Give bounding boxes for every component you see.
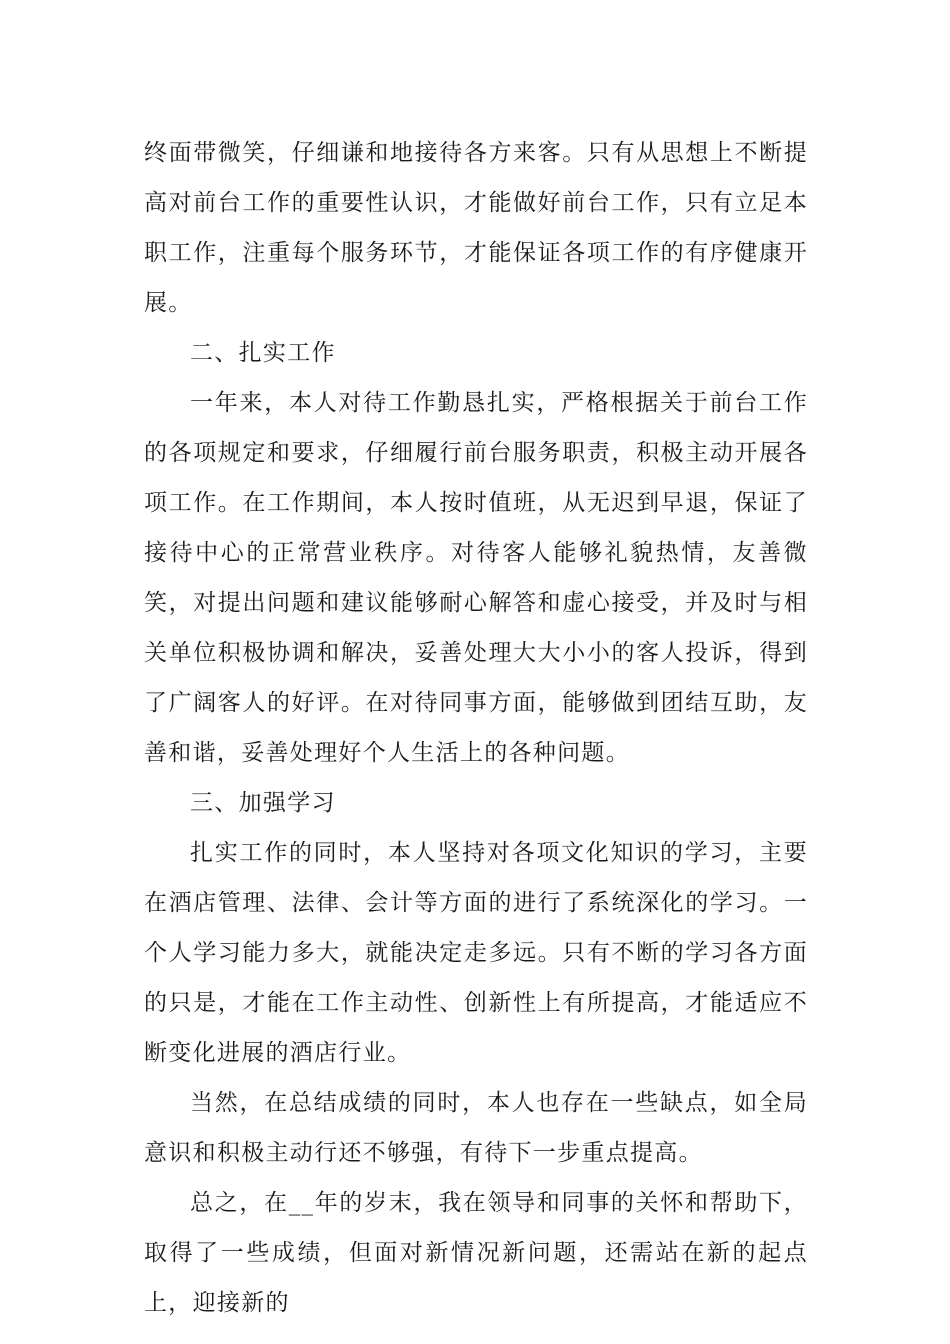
paragraph-solid-work: 一年来，本人对待工作勤恳扎实，严格根据关于前台工作的各项规定和要求，仔细履行前台服务职责，积极主动开展各项工作。在工作期间，本人按时值班，从无迟到早退，保证了接待中心的正常营业秩序。对待客人能够礼貌热情，友善微笑，对提出问题和建议能够耐心解答和虚心接受，并及时与相关单位积极协调和解决，妥善处理大大小小的客人投诉，得到了广阔客人的好评。在对待同事方面，能够做到团结互助，友善和谐，妥善处理好个人生活上的各种问题。 — [144, 390, 808, 766]
paragraph-intro-continuation: 终面带微笑，仔细谦和地接待各方来客。只有从思想上不断提高对前台工作的重要性认识，才能做好前台工作，只有立足本职工作，注重每个服务环节，才能保证各项工作的有序健康开展。 — [144, 140, 808, 316]
section-heading-2: 二、扎实工作 — [190, 340, 336, 366]
paragraph-study: 扎实工作的同时，本人坚持对各项文化知识的学习，主要在酒店管理、法律、会计等方面的进行了系统深化的学习。一个人学习能力多大，就能决定走多远。只有不断的学习各方面的只是，才能在工作主动性、创新性上有所提高，才能适应不断变化进展的酒店行业。 — [144, 840, 808, 1066]
section-heading-3: 三、加强学习 — [190, 790, 336, 816]
paragraph-shortcomings: 当然，在总结成绩的同时，本人也存在一些缺点，如全局意识和积极主动行还不够强，有待下一步重点提高。 — [144, 1090, 808, 1166]
paragraph-conclusion: 总之，在__年的岁末，我在领导和同事的关怀和帮助下，取得了一些成绩，但面对新情况新问题，还需站在新的起点上，迎接新的 — [144, 1190, 808, 1316]
document-body — [144, 128, 808, 1328]
